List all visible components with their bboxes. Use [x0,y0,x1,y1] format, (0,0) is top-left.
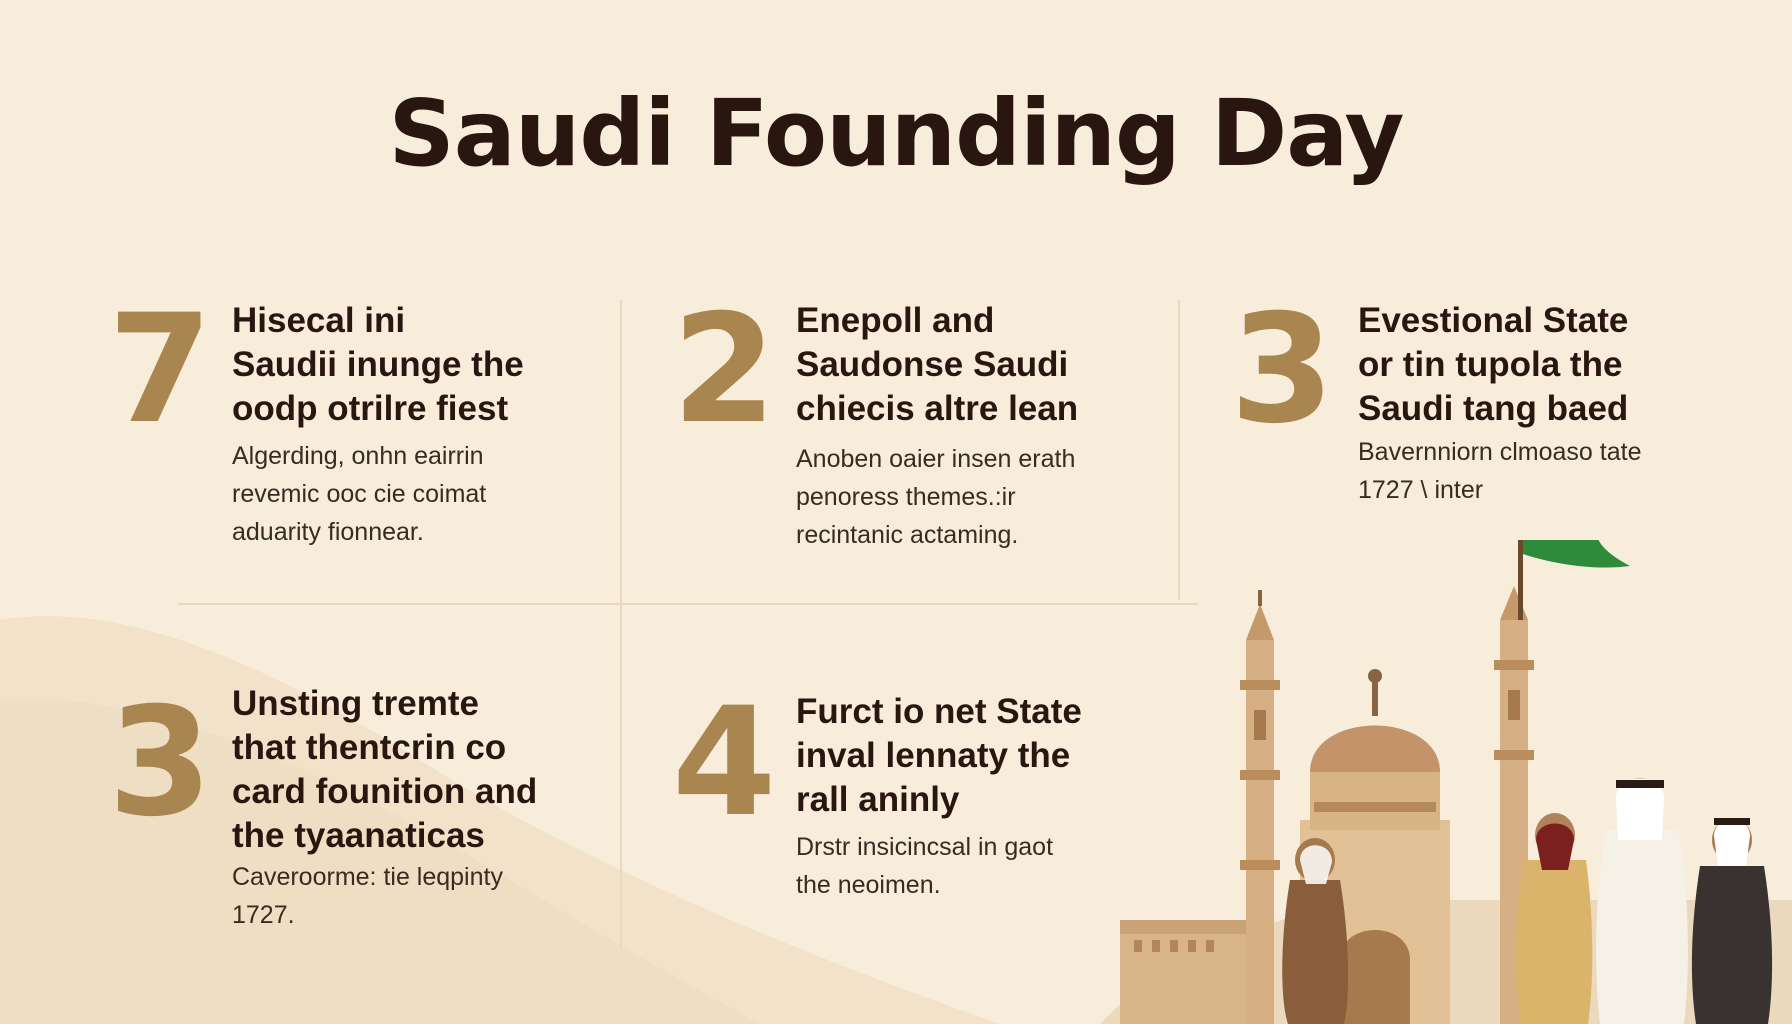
card-heading: Enepoll and Saudonse Saudi chiecis altre lean [796,301,1079,428]
card-number: 4 [672,676,777,850]
card-heading: Furct io net State inval lennaty the rall aninly [796,692,1082,819]
card-heading: Hisecal ini Saudii inunge the oodp otrilre fiest [232,301,524,428]
divider-horizontal [178,603,1198,605]
card-body: Bavernniorn clmoaso tate 1727 \ inter [1358,438,1642,504]
minaret-icon [1240,590,1280,1024]
card-heading: Unsting tremte that thentcrin co card founition and the tyaanaticas [232,684,538,855]
page-title: Saudi Founding Day [388,80,1404,187]
founding-illustration [1100,540,1792,1024]
card-body: Caveroorme: tie leqpinty 1727. [232,863,503,929]
card-body: Algerding, onhn eairrin revemic ooc cie coimat aduarity fionnear. [232,442,487,546]
flag-icon [1518,540,1630,620]
card-body: Anoben oaier insen erath penoress themes.:ir recintanic actaming. [796,445,1076,549]
divider-vertical-left [620,300,622,950]
card-number: 3 [108,676,213,850]
card-heading: Evestional State or tin tupola the Saudi tang baed [1358,301,1629,428]
card-number: 2 [672,283,777,457]
card-number: 3 [1230,283,1335,457]
card-body: Drstr insicincsal in gaot the neoimen. [796,833,1054,899]
card-number: 7 [108,283,213,457]
